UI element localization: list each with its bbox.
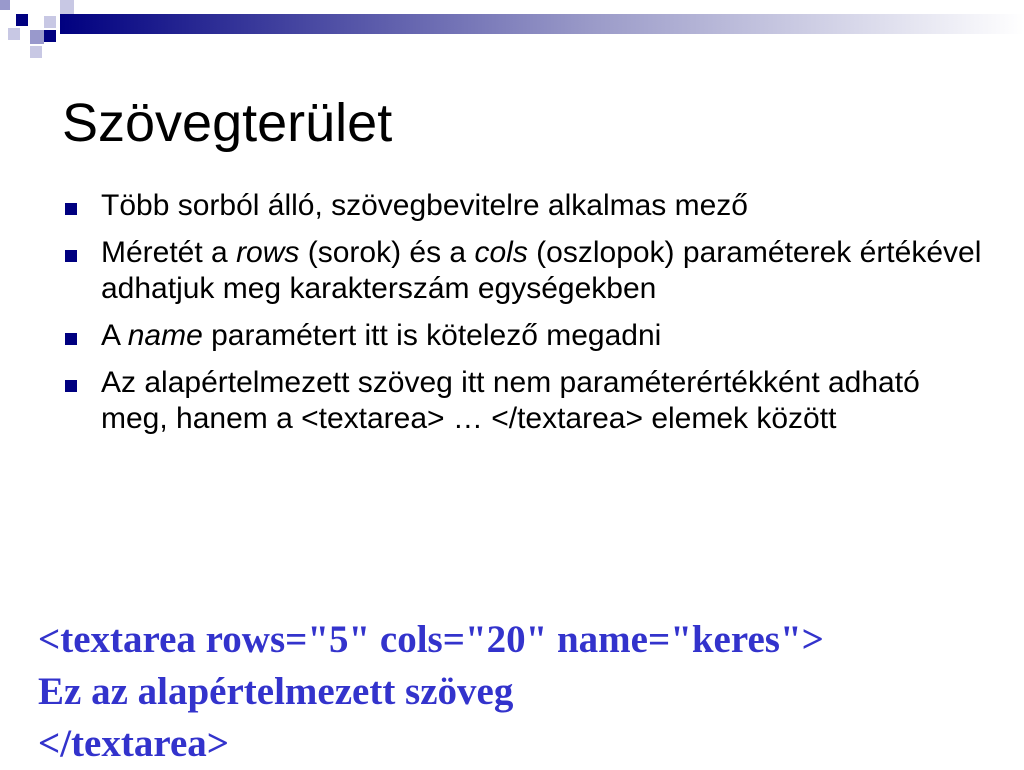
code-example xyxy=(38,614,824,770)
header-decoration xyxy=(0,0,1024,70)
text-run: paramétert itt is kötelező megadni xyxy=(202,319,662,352)
bullet-item xyxy=(64,235,994,307)
text-run: Méretét a xyxy=(101,236,237,269)
bullet-text xyxy=(101,366,920,435)
italic-term: rows xyxy=(236,236,300,269)
bullet-item xyxy=(64,365,994,437)
bullet-text xyxy=(101,236,981,305)
text-run: A xyxy=(101,319,128,352)
bullet-item xyxy=(64,318,994,354)
code-line: Ez az alapértelmezett szöveg xyxy=(38,670,514,713)
square-bullet-icon xyxy=(65,203,77,215)
text-run: Az alapértelmezett szöveg itt nem paraméterértékként adható meg, hanem a <textarea> … </textarea> elemek között xyxy=(101,366,920,435)
text-run: Több sorból álló, szövegbevitelre alkalmas mező xyxy=(101,189,748,222)
code-line: </textarea> xyxy=(38,722,229,765)
italic-term: name xyxy=(127,319,203,352)
text-run: (oszlopok) paraméterek értékével adhatjuk meg karakterszám egységekben xyxy=(101,236,982,305)
italic-term: cols xyxy=(474,236,528,269)
text-run: (sorok) és a xyxy=(299,236,475,269)
bullet-text xyxy=(101,189,748,222)
square-bullet-icon xyxy=(65,250,77,262)
code-line: <textarea rows="5" cols="20" name="keres"> xyxy=(38,618,824,661)
bullet-item xyxy=(64,188,994,224)
square-bullet-icon xyxy=(65,333,77,345)
bullet-list xyxy=(64,188,994,448)
slide-title: Szövegterület xyxy=(62,93,393,153)
square-bullet-icon xyxy=(65,380,77,392)
bullet-text xyxy=(101,319,661,352)
